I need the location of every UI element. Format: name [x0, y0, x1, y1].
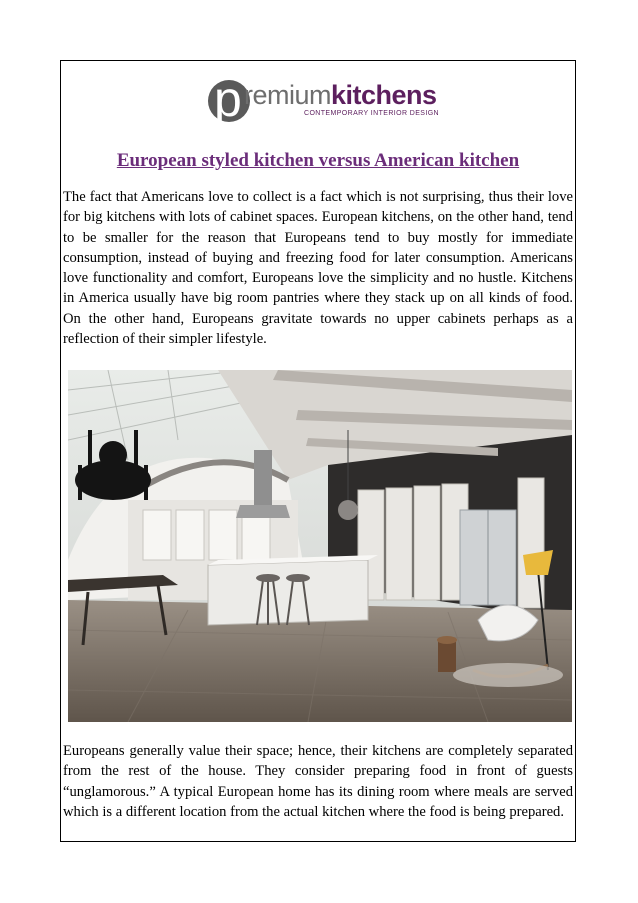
kitchen-photo — [68, 370, 572, 722]
logo-wordmark — [244, 80, 437, 110]
article-title: European styled kitchen versus American kitchen — [116, 150, 520, 171]
logo-name-bold: kitchens — [331, 80, 437, 110]
paragraph-intro: The fact that Americans love to collect is a fact which is not surprising, thus their love for big kitchens with lots of cabinet spaces. European kitchens, on the other hand, tend to be smaller for the reason that Europeans tend to buy mostly for immediate consumption, instead of buying and freezing food for later consumption. Americans love functionality and comfort, Europeans love the simplicity and no hustle. Kitchens in America usually have big room pantries where they stack up on all kinds of food. On the other hand, Europeans gravitate towards no upper cabinets perhaps as a reflection of their simpler lifestyle. — [63, 189, 573, 348]
paragraph-european-space: Europeans generally value their space; hence, their kitchens are completely separated from the rest of the house. They consider preparing food in front of guests “unglamorous.” A typical European home has its dining room where meals are served which is a different location from the actual kitchen where the food is being prepared. — [63, 743, 573, 820]
logo-tagline: CONTEMPORARY INTERIOR DESIGN — [304, 110, 440, 117]
premiumkitchens-logo — [208, 71, 440, 127]
logo-mark-letter: p — [214, 71, 242, 127]
logo-name-regular: remium — [244, 80, 332, 110]
